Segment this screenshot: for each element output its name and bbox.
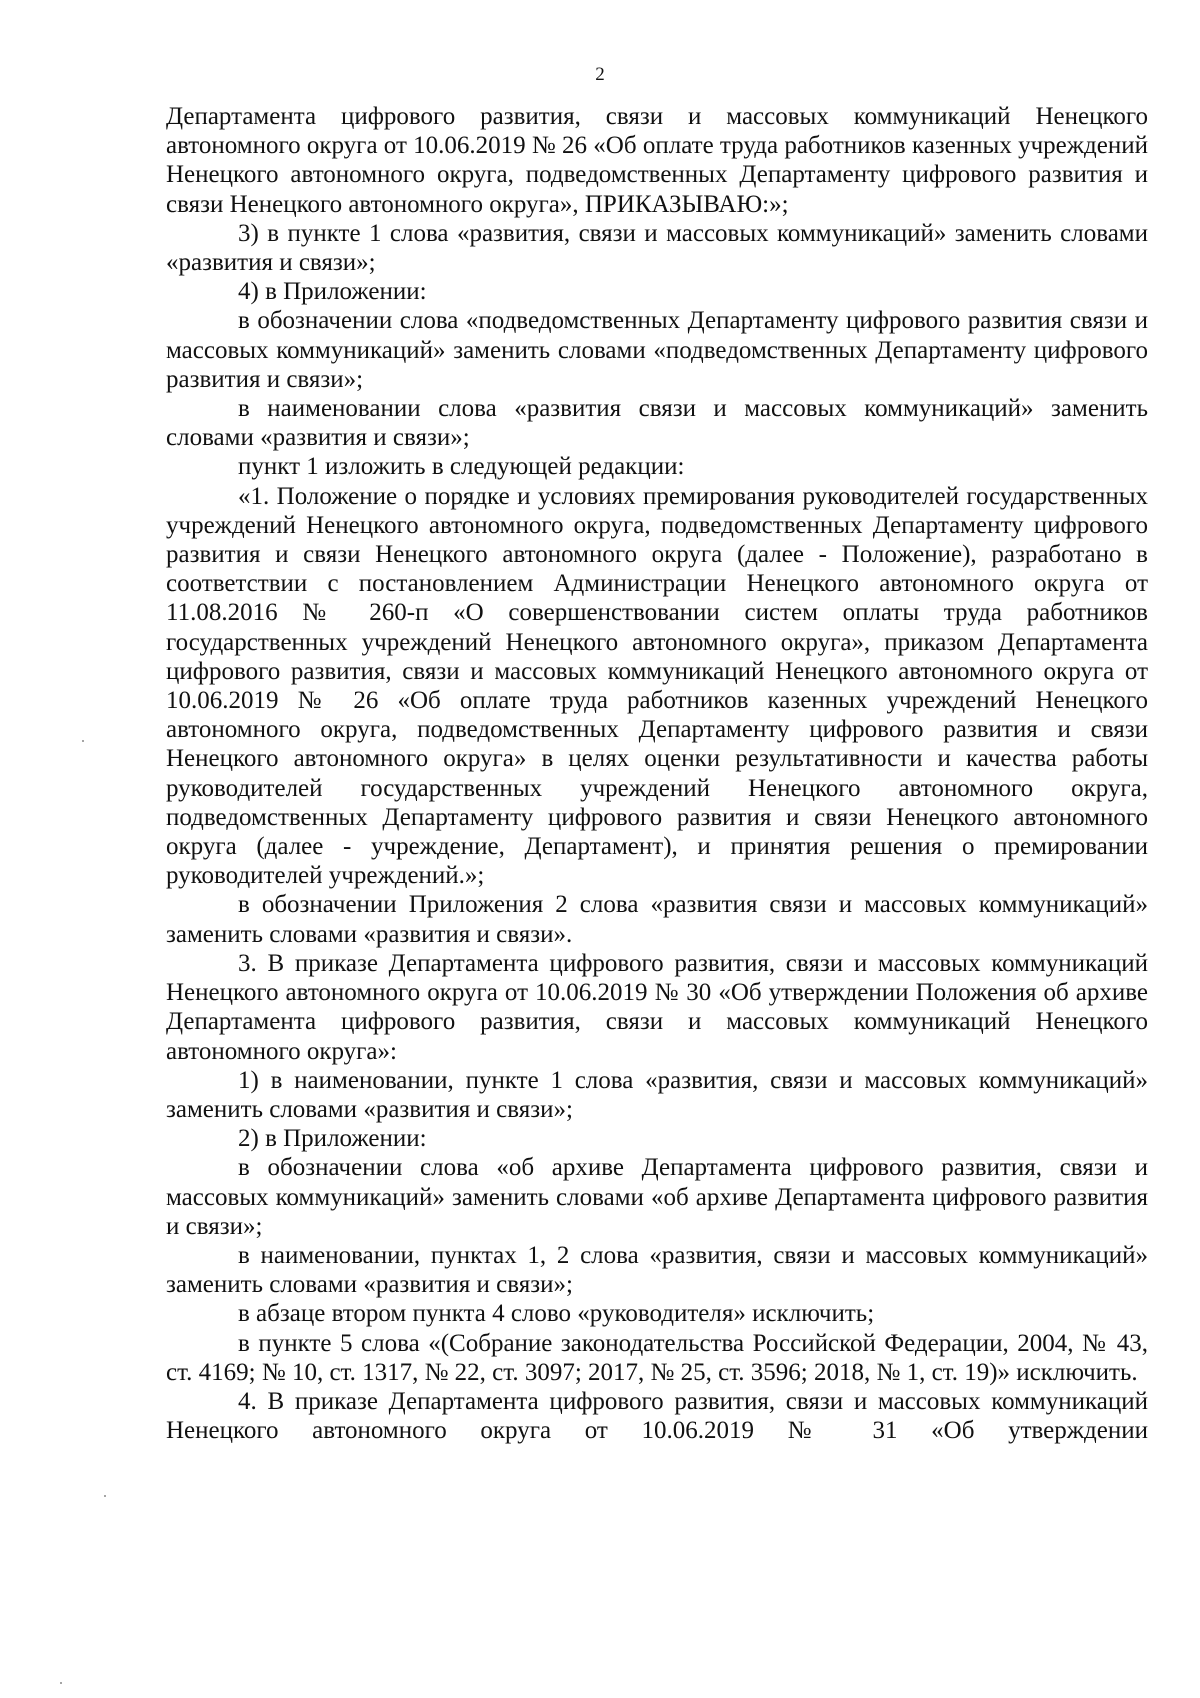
paragraph: в наименовании, пунктах 1, 2 слова «развития, связи и массовых коммуникаций» заменить словами «развития и связи»; bbox=[166, 1241, 1148, 1299]
paragraph: 4) в Приложении: bbox=[238, 278, 427, 306]
scan-speck bbox=[104, 1495, 106, 1497]
paragraph: 4. В приказе Департамента цифрового развития, связи и массовых коммуникаций Ненецкого автономного округа от 10.06.2019 № 31 «Об утверждении bbox=[166, 1387, 1148, 1445]
paragraph: в пункте 5 слова «(Собрание законодательства Российской Федерации, 2004, № 43, ст. 4169; № 10, ст. 1317, № 22, ст. 3097; 2017, № 25, ст. 3596; 2018, № 1, ст. 19)» исключить. bbox=[166, 1329, 1148, 1386]
paragraph: в обозначении Приложения 2 слова «развития связи и массовых коммуникаций» заменить словами «развития и связи». bbox=[166, 891, 1148, 948]
document-body bbox=[166, 102, 1148, 1445]
paragraph: в обозначении слова «об архиве Департамента цифрового развития, связи и массовых коммуникаций» заменить словами «об архиве Департамента цифрового развития и связи»; bbox=[166, 1154, 1148, 1240]
paragraph: в наименовании слова «развития связи и массовых коммуникаций» заменить словами «развития и связи»; bbox=[166, 395, 1148, 452]
paragraph: Департамента цифрового развития, связи и массовых коммуникаций Ненецкого автономного округа от 10.06.2019 № 26 «Об оплате труда работников казенных учреждений Ненецкого автономного округа, подведомственных Департаменту цифрового развития и связи Ненецкого автономного округа», ПРИКАЗЫВАЮ:»; bbox=[166, 103, 1148, 218]
paragraph: 2) в Приложении: bbox=[238, 1125, 427, 1153]
scan-speck bbox=[60, 1682, 62, 1684]
paragraph: «1. Положение о порядке и условиях премирования руководителей государственных учреждений Ненецкого автономного округа, подведомственных Департаменту цифрового развития и связи Ненецкого автономного округа (далее - Положение), разработано в соответствии с постановлением Администрации Ненецкого автономного округа от 11.08.2016 № 260-п «О совершенствовании систем оплаты труда работников государственных учреждений Ненецкого автономного округа», приказом Департамента цифрового развития, связи и массовых коммуникаций Ненецкого автономного округа от 10.06.2019 № 26 «Об оплате труда работников казенных учреждений Ненецкого автономного округа, подведомственных Департаменту цифрового развития и связи Ненецкого автономного округа» в целях оценки результативности и качества работы руководителей государственных учреждений Ненецкого автономного округа, подведомственных Департаменту цифрового развития и связи Ненецкого автономного округа (далее - учреждение, Департамент), и принятия решения о премировании руководителей учреждений.»; bbox=[166, 482, 1148, 890]
paragraph: в обозначении слова «подведомственных Департаменту цифрового развития связи и массовых коммуникаций» заменить словами «подведомственных Департаменту цифрового развития и связи»; bbox=[166, 307, 1148, 393]
paragraph: пункт 1 изложить в следующей редакции: bbox=[238, 453, 685, 481]
scan-speck bbox=[82, 740, 84, 742]
paragraph: в абзаце втором пункта 4 слово «руководителя» исключить; bbox=[238, 1300, 875, 1328]
paragraph: 3. В приказе Департамента цифрового развития, связи и массовых коммуникаций Ненецкого автономного округа от 10.06.2019 № 30 «Об утверждении Положения об архиве Департамента цифрового развития, связи и массовых коммуникаций Ненецкого автономного округа»: bbox=[166, 949, 1148, 1065]
paragraph: 3) в пункте 1 слова «развития, связи и массовых коммуникаций» заменить словами «развития и связи»; bbox=[166, 219, 1148, 277]
paragraph: 1) в наименовании, пункте 1 слова «развития, связи и массовых коммуникаций» заменить словами «развития и связи»; bbox=[166, 1066, 1148, 1123]
page-number: 2 bbox=[595, 64, 605, 85]
